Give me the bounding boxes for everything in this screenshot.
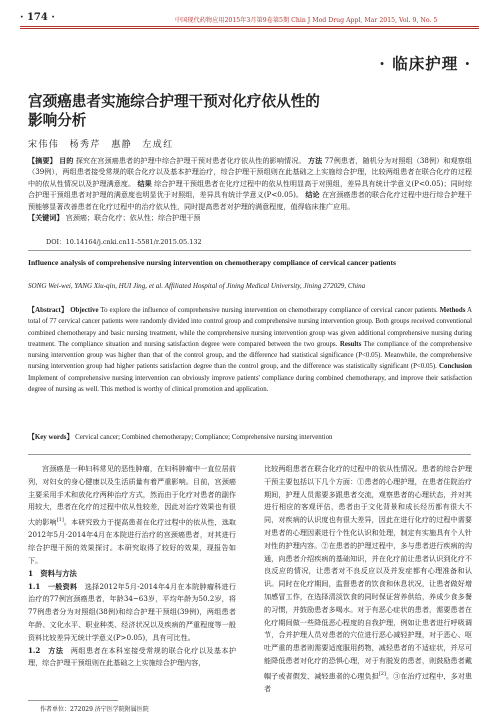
objective-label: 目的	[59, 156, 74, 165]
body-text: 比较两组患者在联合化疗的过程中的依从性情况。患者的综合护理干预主要包括以下几个方面：①患者的心理护理，在患者住院治疗期间，护理人员需要多跟患者交流，观察患者的心理状态，并对其进行相应的客观评估，患者由于文化背景和成长经历都有很大不同，对疾病的认识度也有很大差异，因此在进行化疗的过程中需要对患者的心理因素进行个性化认识和处理，制定有实施具有个人针对性的护理内容。②在患者的护理过程中，多与患者进行疾病的沟通，向患者介绍疾病的基础知识，并在化疗前让患者认识到化疗不良反应的情况，让患者对不良反应以及并发症都有心理准备和认识。同时在化疗期间，监督患者的饮食和休息状况，让患者做好增加感冒工作，在选择清淡饮食的同时保证营养供给，养成少食多餐的习惯，并鼓励患者多喝水。对于有恶心症状的患者，需要患者在化疗期间做一些降低恶心程度的自我护理，例如让患者进行呼吸调节，合并护理人员对患者的穴位进行恶心减轻护理，对于恶心、呕吐严重的患者则需要适度服用药物，减轻患者的不适症状，并尽可能降低患者对化疗的恐惧心理，对于有脱发的患者，则鼓励患者戴帽子或者假发，减轻患者的心理负担	[264, 464, 472, 681]
en-keywords-text: Cervical cancer; Combined chemotherapy; Compliance; Comprehensive nursing intervention	[75, 434, 333, 441]
citation: [2]	[378, 670, 386, 677]
english-authors-affiliation	[28, 281, 472, 292]
section-tag: · 临床护理 ·	[379, 54, 471, 73]
body-paragraph	[264, 463, 472, 696]
en-methods-text: A total of 77 cervical cancer patients were randomly divided into control group and comprehensive nursing intervention group. Both groups received conventional combined chemotherapy and basic nursing treatment, while the comprehensive nursing intervention group was given additional comprehensive nursing during treatment. The compliance situation and nursing satisfaction degree were compared between the two groups.	[28, 307, 472, 348]
methods-label: 方法	[307, 156, 323, 165]
abstract-cn	[28, 155, 472, 223]
subsection-heading: 1.1 一般资料	[28, 581, 78, 591]
body-text: 。③在治疗过程中，多对患者	[264, 671, 473, 693]
body-text: 选择2012年5月-2014年4月在本院肿瘤科进行治疗的77例宫颈癌患者，年龄34~63岁，平均年龄为50.2岁，将77例患者分为对照组(38例)和综合护理干预组(39例)，两组患者年龄、文化水平、职业种类、经济状况以及疾病的严重程度等一般资料比较差异无统计学意义(P>0.05)，具有可比性。	[28, 581, 237, 642]
english-keywords	[28, 432, 472, 443]
journal-title: 中国现代药物应用2015年3月第9卷第5期 Chin J Mod Drug Appl, Mar 2015, Vol. 9, No. 5	[175, 17, 438, 24]
running-header	[20, 12, 479, 42]
body-paragraph	[28, 581, 236, 645]
keywords-label: 【关键词】	[28, 213, 64, 223]
subsection-heading: 1.2 方法	[28, 645, 64, 655]
conclusion-label: 结论	[305, 190, 320, 200]
doi: DOI：10.14164/j.cnki.cn11-5581/r.2015.05.132	[46, 238, 202, 246]
header-rule	[20, 26, 479, 27]
body-paragraph	[28, 463, 236, 568]
methods-text: 77例患者，随机分为对照组（38例）和观察组（39例），两组患者接受常规的联合化疗以及基本护理治疗，综合护理干预组则在此基础之上实施综合护理，比较两组患者在联合化疗的过程中的依从性情况以及护理满意度。	[28, 156, 473, 188]
body-text: 两组患者在本科室接受常规的联合化疗以及基本护理，综合护理干预组则在此基础之上实施综合护理内容，	[28, 645, 237, 668]
body-column-right	[264, 463, 472, 696]
divider	[28, 250, 471, 251]
page-number: · 174 ·	[20, 12, 55, 23]
en-abstract-label: 【Abstract】	[28, 307, 69, 314]
english-authors: SONG Wei-wei, YANG Xiu-qin, HUI Jing, et al.	[28, 282, 163, 290]
body-text: 。本研究致力于提高患者在化疗过程中的依从性，选取2012年5月-2014年4月在本院进行治疗的宫颈癌患者，对其进行综合护理干预的效果探讨。本研究取得了较好的效果，现报告如下。	[28, 517, 237, 565]
en-objective-label: Objective	[70, 307, 99, 314]
en-conclusion-label: Conclusion	[439, 363, 472, 371]
en-methods-label: Methods	[439, 307, 466, 314]
header-rule-thin	[20, 28, 479, 29]
section-heading: 1 资料与方法	[28, 568, 77, 578]
article-title-line2: 影响分析	[28, 112, 87, 129]
en-results-label: Results	[339, 340, 362, 348]
body-text: 宫颈癌是一种妇科常见的恶性肿瘤，在妇科肿瘤中一直位居前列，对妇女的身心健康以及生活质量有着严重影响。目前，宫颈癌主要采用手术和放化疗两种治疗方式，然而由于化疗对患者的副作用较大，患者在化疗的过程中依从性较差，因此对治疗效果也有很大的影响	[28, 464, 236, 527]
abstract-label: 【摘要】	[28, 156, 57, 165]
en-keywords-label: 【Key words】	[28, 434, 74, 441]
footnote-rule	[28, 700, 118, 701]
en-conclusion-text: Implement of comprehensive nursing intervention can obviously improve patients' compliance during combined chemotherapy, and improve their satisfaction degree of nursing as well. This method is worthy of clinical promotion and application.	[28, 374, 472, 393]
en-results-text: The compliance of the comprehensive nursing intervention group was higher than that of the control group, and the difference had statistical significance (P<0.05). Meanwhile, the comprehensive nursing intervention group had higher patients satisfaction degree than the control group, and the difference was statistically significant (P<0.05).	[28, 340, 472, 371]
footnote: 作者单位：272029 济宁医学院附属医院	[40, 706, 149, 713]
english-affiliation: Affiliated Hospital of Jining Medical University, Jining 272029, China	[164, 282, 366, 290]
article-title	[28, 92, 448, 130]
results-text: 综合护理干预组患者在化疗过程中的依从性明显高于对照组，差异具有统计学意义(P<0.05)；同时综合护理干预组患者对护理的满意度也明显优于对照组，差异具有统计学意义(P<0.05)。	[28, 178, 472, 200]
objective-text: 探究在宫颈癌患者的护理中综合护理干预对患者化疗依从性的影响情况。	[75, 156, 306, 165]
body-column-left	[28, 463, 236, 670]
divider	[28, 454, 471, 455]
keywords-text: 宫颈癌；联合化疗；依从性；综合护理干预	[65, 213, 201, 223]
conclusion-text: 在宫颈癌患者的联合化疗过程中进行综合护理干预能够显著改善患者在化疗过程中的治疗依从性，同时提高患者对护理的满意程度，值得临床推广应用。	[28, 190, 472, 211]
citation: [1]	[56, 517, 64, 524]
authors: 宋伟伟 杨秀芹 惠静 左成红	[28, 140, 174, 150]
en-objective-text: To explore the influence of comprehensive nursing intervention on chemotherapy compliance of cervical cancer patients.	[100, 307, 438, 314]
body-paragraph	[28, 645, 236, 671]
english-abstract	[28, 305, 472, 395]
english-title: Influence analysis of comprehensive nursing intervention on chemotherapy compliance of cervical cancer patients	[28, 258, 396, 267]
article-title-line1: 宫颈癌患者实施综合护理干预对化疗依从性的	[28, 93, 320, 110]
results-label: 结果	[137, 178, 152, 188]
